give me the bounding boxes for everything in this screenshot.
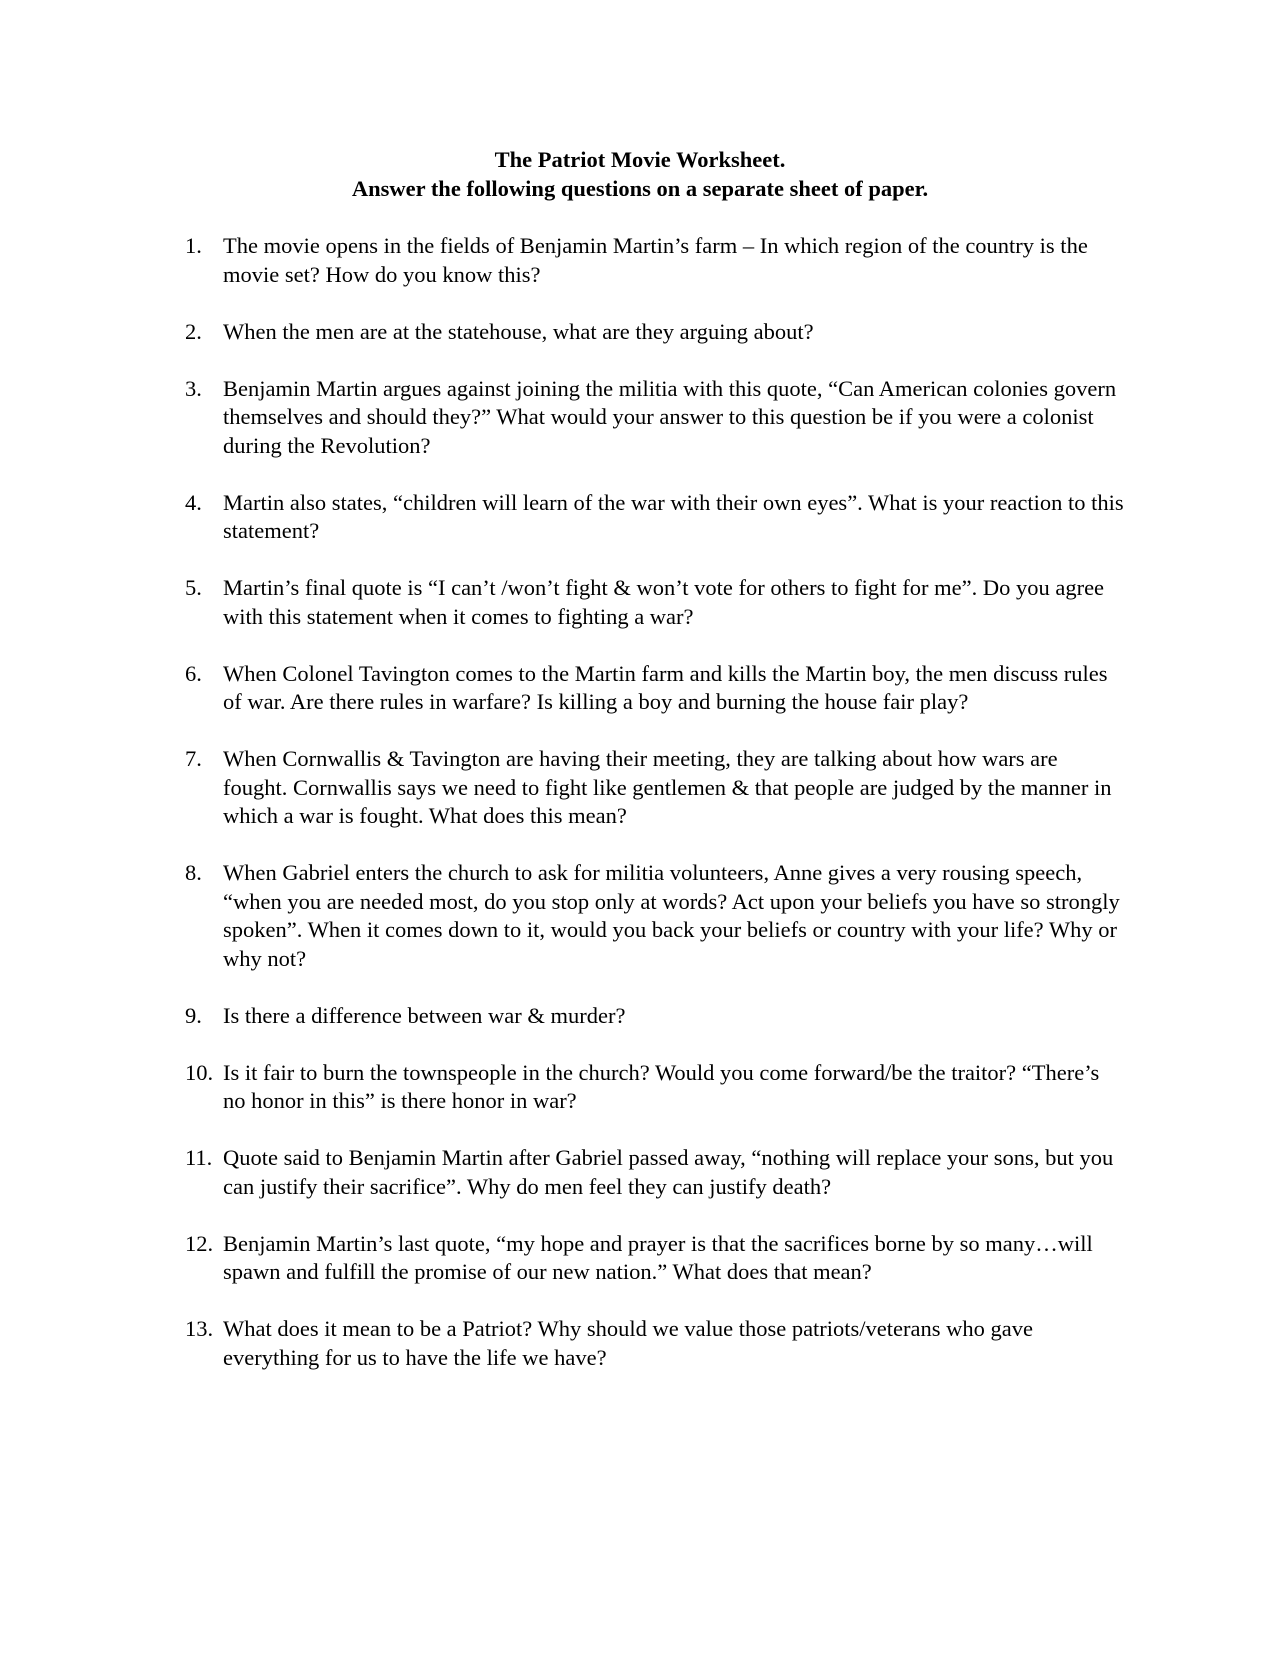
question-number: 12. bbox=[185, 1230, 214, 1256]
question-item bbox=[185, 660, 1125, 717]
question-text: When Gabriel enters the church to ask for militia volunteers, Anne gives a very rousing speech, “when you are needed most, do you stop only at words? Act upon your beliefs you have so strongly spoken”. When it comes down to it, would you back your beliefs or country with your life? Why or why not? bbox=[223, 860, 1120, 971]
question-number: 2. bbox=[185, 318, 202, 344]
question-item bbox=[185, 1002, 1125, 1031]
question-item bbox=[185, 232, 1125, 289]
worksheet-header bbox=[0, 145, 1280, 203]
question-number: 6. bbox=[185, 660, 202, 686]
question-text: Quote said to Benjamin Martin after Gabriel passed away, “nothing will replace your sons, but you can justify their sacrifice”. Why do men feel they can justify death? bbox=[223, 1145, 1114, 1199]
question-item bbox=[185, 489, 1125, 546]
question-number: 7. bbox=[185, 746, 202, 771]
question-text: Is it fair to burn the townspeople in the church? Would you come forward/be the traitor? “There’s no honor in this” is there honor in war? bbox=[223, 1059, 1100, 1113]
question-item bbox=[185, 574, 1125, 631]
question-number: 5. bbox=[185, 575, 202, 600]
question-number: 4. bbox=[185, 489, 202, 515]
question-item bbox=[185, 1230, 1125, 1287]
question-number: 10. bbox=[185, 1059, 214, 1085]
question-text: When the men are at the statehouse, what are they arguing about? bbox=[223, 318, 814, 344]
question-item bbox=[185, 1059, 1125, 1116]
question-item bbox=[185, 745, 1125, 831]
page-title: The Patriot Movie Worksheet. bbox=[494, 147, 786, 172]
question-text: Is there a difference between war & murder? bbox=[223, 1002, 626, 1028]
question-number: 11. bbox=[185, 1145, 213, 1170]
question-text: Martin’s final quote is “I can’t /won’t fight & won’t vote for others to fight for me”. Do you agree with this statement when it comes to fighting a war? bbox=[223, 575, 1105, 629]
question-text: Benjamin Martin’s last quote, “my hope and prayer is that the sacrifices borne by so many…will spawn and fulfill the promise of our new nation.” What does that mean? bbox=[223, 1230, 1093, 1284]
question-text: The movie opens in the fields of Benjamin Martin’s farm – In which region of the country is the movie set? How do you know this? bbox=[223, 233, 1088, 287]
question-number: 13. bbox=[185, 1316, 214, 1341]
question-text: What does it mean to be a Patriot? Why should we value those patriots/veterans who gave everything for us to have the life we have? bbox=[223, 1316, 1033, 1370]
question-number: 9. bbox=[185, 1002, 202, 1028]
question-number: 1. bbox=[185, 233, 202, 258]
question-item bbox=[185, 375, 1125, 461]
question-text: When Cornwallis & Tavington are having their meeting, they are talking about how wars are fought. Cornwallis says we need to fight like gentlemen & that people are judged by the manner in which a war is fought. What does this mean? bbox=[223, 746, 1112, 828]
question-item bbox=[185, 318, 1125, 347]
question-item bbox=[185, 1144, 1125, 1201]
question-number: 3. bbox=[185, 375, 202, 401]
question-item bbox=[185, 1315, 1125, 1372]
question-item bbox=[185, 859, 1125, 973]
question-text: Martin also states, “children will learn of the war with their own eyes”. What is your reaction to this statement? bbox=[223, 489, 1124, 543]
question-list bbox=[185, 232, 1125, 1401]
page-subtitle: Answer the following questions on a separate sheet of paper. bbox=[351, 176, 929, 201]
question-number: 8. bbox=[185, 860, 202, 885]
question-text: When Colonel Tavington comes to the Martin farm and kills the Martin boy, the men discuss rules of war. Are there rules in warfare? Is killing a boy and burning the house fair play? bbox=[223, 660, 1108, 714]
question-text: Benjamin Martin argues against joining the militia with this quote, “Can American colonies govern themselves and should they?” What would your answer to this question be if you were a colonist during the Revolution? bbox=[223, 375, 1117, 458]
